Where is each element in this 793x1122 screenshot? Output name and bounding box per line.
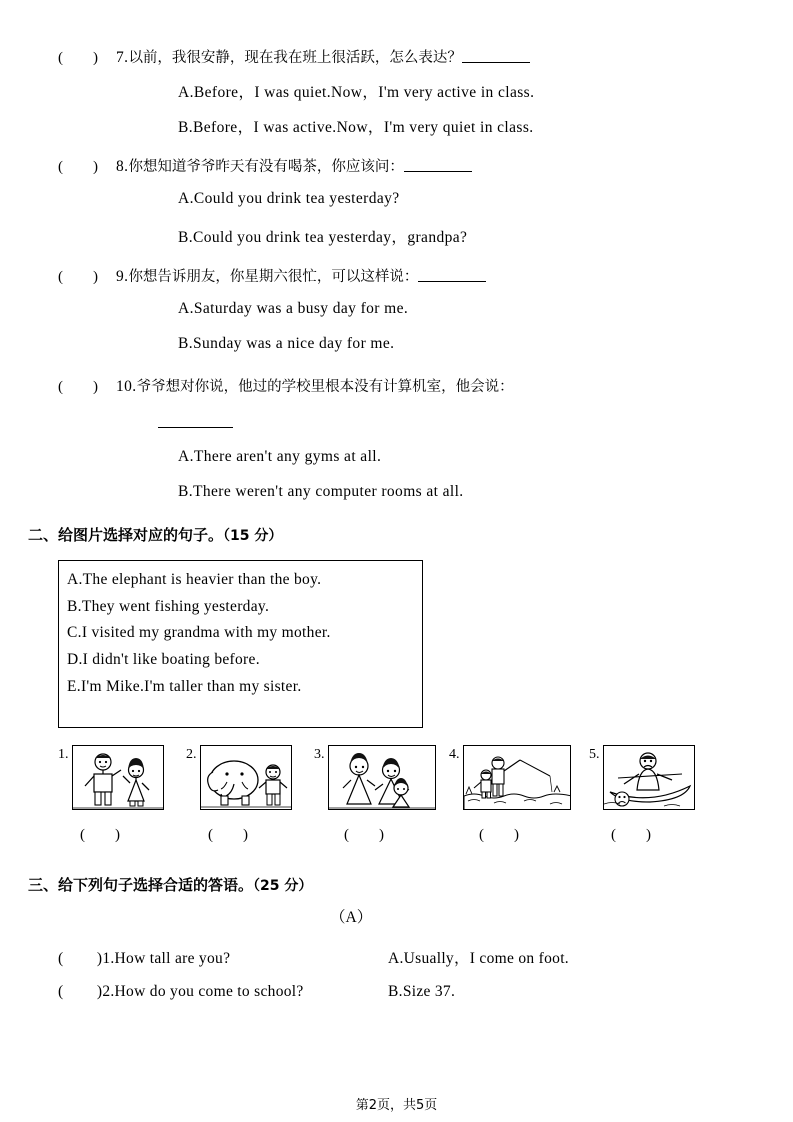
- section-three-heading: [28, 874, 312, 895]
- option-8-b[interactable]: B.Could you drink tea yesterday，grandpa?: [178, 229, 468, 246]
- question-number: 9.: [116, 268, 129, 285]
- question-stem: [116, 48, 530, 67]
- question-chinese-text: 你想知道爷爷昨天有没有喝茶，你应该问：: [128, 159, 404, 175]
- picture-frame-3: [328, 745, 436, 810]
- picture-frame-1: [72, 745, 164, 810]
- picture-number-1: 1.: [58, 747, 69, 762]
- question-item-9: [58, 267, 486, 286]
- answer-blank[interactable]: [404, 157, 472, 172]
- question-number: 7.: [116, 49, 129, 66]
- question-item-7: [58, 48, 530, 67]
- question-chinese-text: 你想告诉朋友，你星期六很忙，可以这样说：: [128, 269, 419, 285]
- sentence-choice-d[interactable]: D.I didn't like boating before.: [67, 650, 260, 668]
- answer-parenthesis[interactable]: ( ): [58, 269, 98, 285]
- people-fishing-at-river-icon: [464, 746, 571, 810]
- option-8-a[interactable]: A.Could you drink tea yesterday?: [178, 190, 400, 207]
- question-item-10: [58, 377, 514, 396]
- picture-frame-5: [603, 745, 695, 810]
- picture-frame-2: [200, 745, 292, 810]
- section-three-title: 三、给下列句子选择合适的答语。: [28, 876, 254, 894]
- picture-row: [58, 745, 748, 843]
- page-footer: 第2页，共5页: [355, 1098, 438, 1113]
- picture-frame-4: [463, 745, 571, 810]
- option-9-b[interactable]: B.Sunday was a nice day for me.: [178, 335, 395, 352]
- sentence-choice-b[interactable]: B.They went fishing yesterday.: [67, 597, 270, 615]
- picture-item-4: [449, 745, 571, 843]
- picture-answer-4[interactable]: ( ): [479, 827, 519, 843]
- qa-question-1[interactable]: ( )1.How tall are you?: [58, 950, 231, 967]
- question-chinese-text: 爷爷想对你说，他过的学校里根本没有计算机室，他会说：: [136, 379, 514, 395]
- elephant-and-boy-icon: [201, 746, 292, 810]
- question-item-8: [58, 157, 472, 176]
- option-7-a[interactable]: A.Before，I was quiet.Now，I'm very active in class.: [178, 84, 535, 101]
- sentence-choice-a[interactable]: A.The elephant is heavier than the boy.: [67, 571, 322, 588]
- answer-blank[interactable]: [418, 267, 486, 282]
- picture-answer-1[interactable]: ( ): [80, 827, 120, 843]
- section-two-score: （15 分）: [223, 528, 283, 544]
- sentence-choice-e[interactable]: E.I'm Mike.I'm taller than my sister.: [67, 677, 302, 695]
- picture-number-5: 5.: [589, 747, 600, 762]
- option-9-a[interactable]: A.Saturday was a busy day for me.: [178, 300, 409, 317]
- picture-item-5: [589, 745, 695, 843]
- picture-number-3: 3.: [314, 747, 325, 762]
- section-three-score: （25 分）: [253, 878, 313, 894]
- qa-row-1: [58, 946, 569, 968]
- person-boating-unhappy-icon: [604, 746, 695, 810]
- qa-question-2[interactable]: ( )2.How do you come to school?: [58, 983, 304, 1000]
- section-two-title: 二、给图片选择对应的句子。: [28, 526, 224, 544]
- option-10-a[interactable]: A.There aren't any gyms at all.: [178, 448, 382, 465]
- picture-answer-3[interactable]: ( ): [344, 827, 384, 843]
- picture-item-3: [314, 745, 436, 843]
- picture-answer-5[interactable]: ( ): [611, 827, 651, 843]
- question-chinese-text: 以前，我很安静，现在我在班上很活跃，怎么表达？: [128, 50, 462, 66]
- sentence-choices-box: [58, 560, 423, 728]
- picture-item-2: [186, 745, 292, 843]
- two-children-comparing-height-icon: [73, 746, 164, 810]
- qa-row-2: [58, 983, 455, 1001]
- question-number: 10.: [116, 378, 137, 395]
- picture-number-2: 2.: [186, 747, 197, 762]
- answer-parenthesis[interactable]: ( ): [58, 379, 98, 395]
- picture-answer-2[interactable]: ( ): [208, 827, 248, 843]
- answer-blank-10[interactable]: [158, 413, 233, 432]
- section-three-group-label: （A）: [330, 909, 373, 926]
- answer-parenthesis[interactable]: ( ): [58, 50, 98, 66]
- sentence-choice-c[interactable]: C.I visited my grandma with my mother.: [67, 624, 331, 642]
- qa-answer-b[interactable]: B.Size 37.: [388, 983, 456, 1000]
- section-two-heading: [28, 524, 282, 545]
- question-stem: [116, 267, 486, 286]
- picture-item-1: [58, 745, 164, 843]
- qa-answer-a[interactable]: A.Usually，I come on foot.: [388, 950, 569, 967]
- question-stem: [116, 157, 472, 176]
- question-number: 8.: [116, 158, 129, 175]
- answer-parenthesis[interactable]: ( ): [58, 159, 98, 175]
- option-7-b[interactable]: B.Before，I was active.Now，I'm very quiet in class.: [178, 119, 534, 136]
- picture-number-4: 4.: [449, 747, 460, 762]
- option-10-b[interactable]: B.There weren't any computer rooms at all.: [178, 483, 464, 500]
- mother-grandma-and-girl-icon: [329, 746, 436, 810]
- answer-blank[interactable]: [462, 48, 530, 63]
- question-stem: [116, 377, 514, 396]
